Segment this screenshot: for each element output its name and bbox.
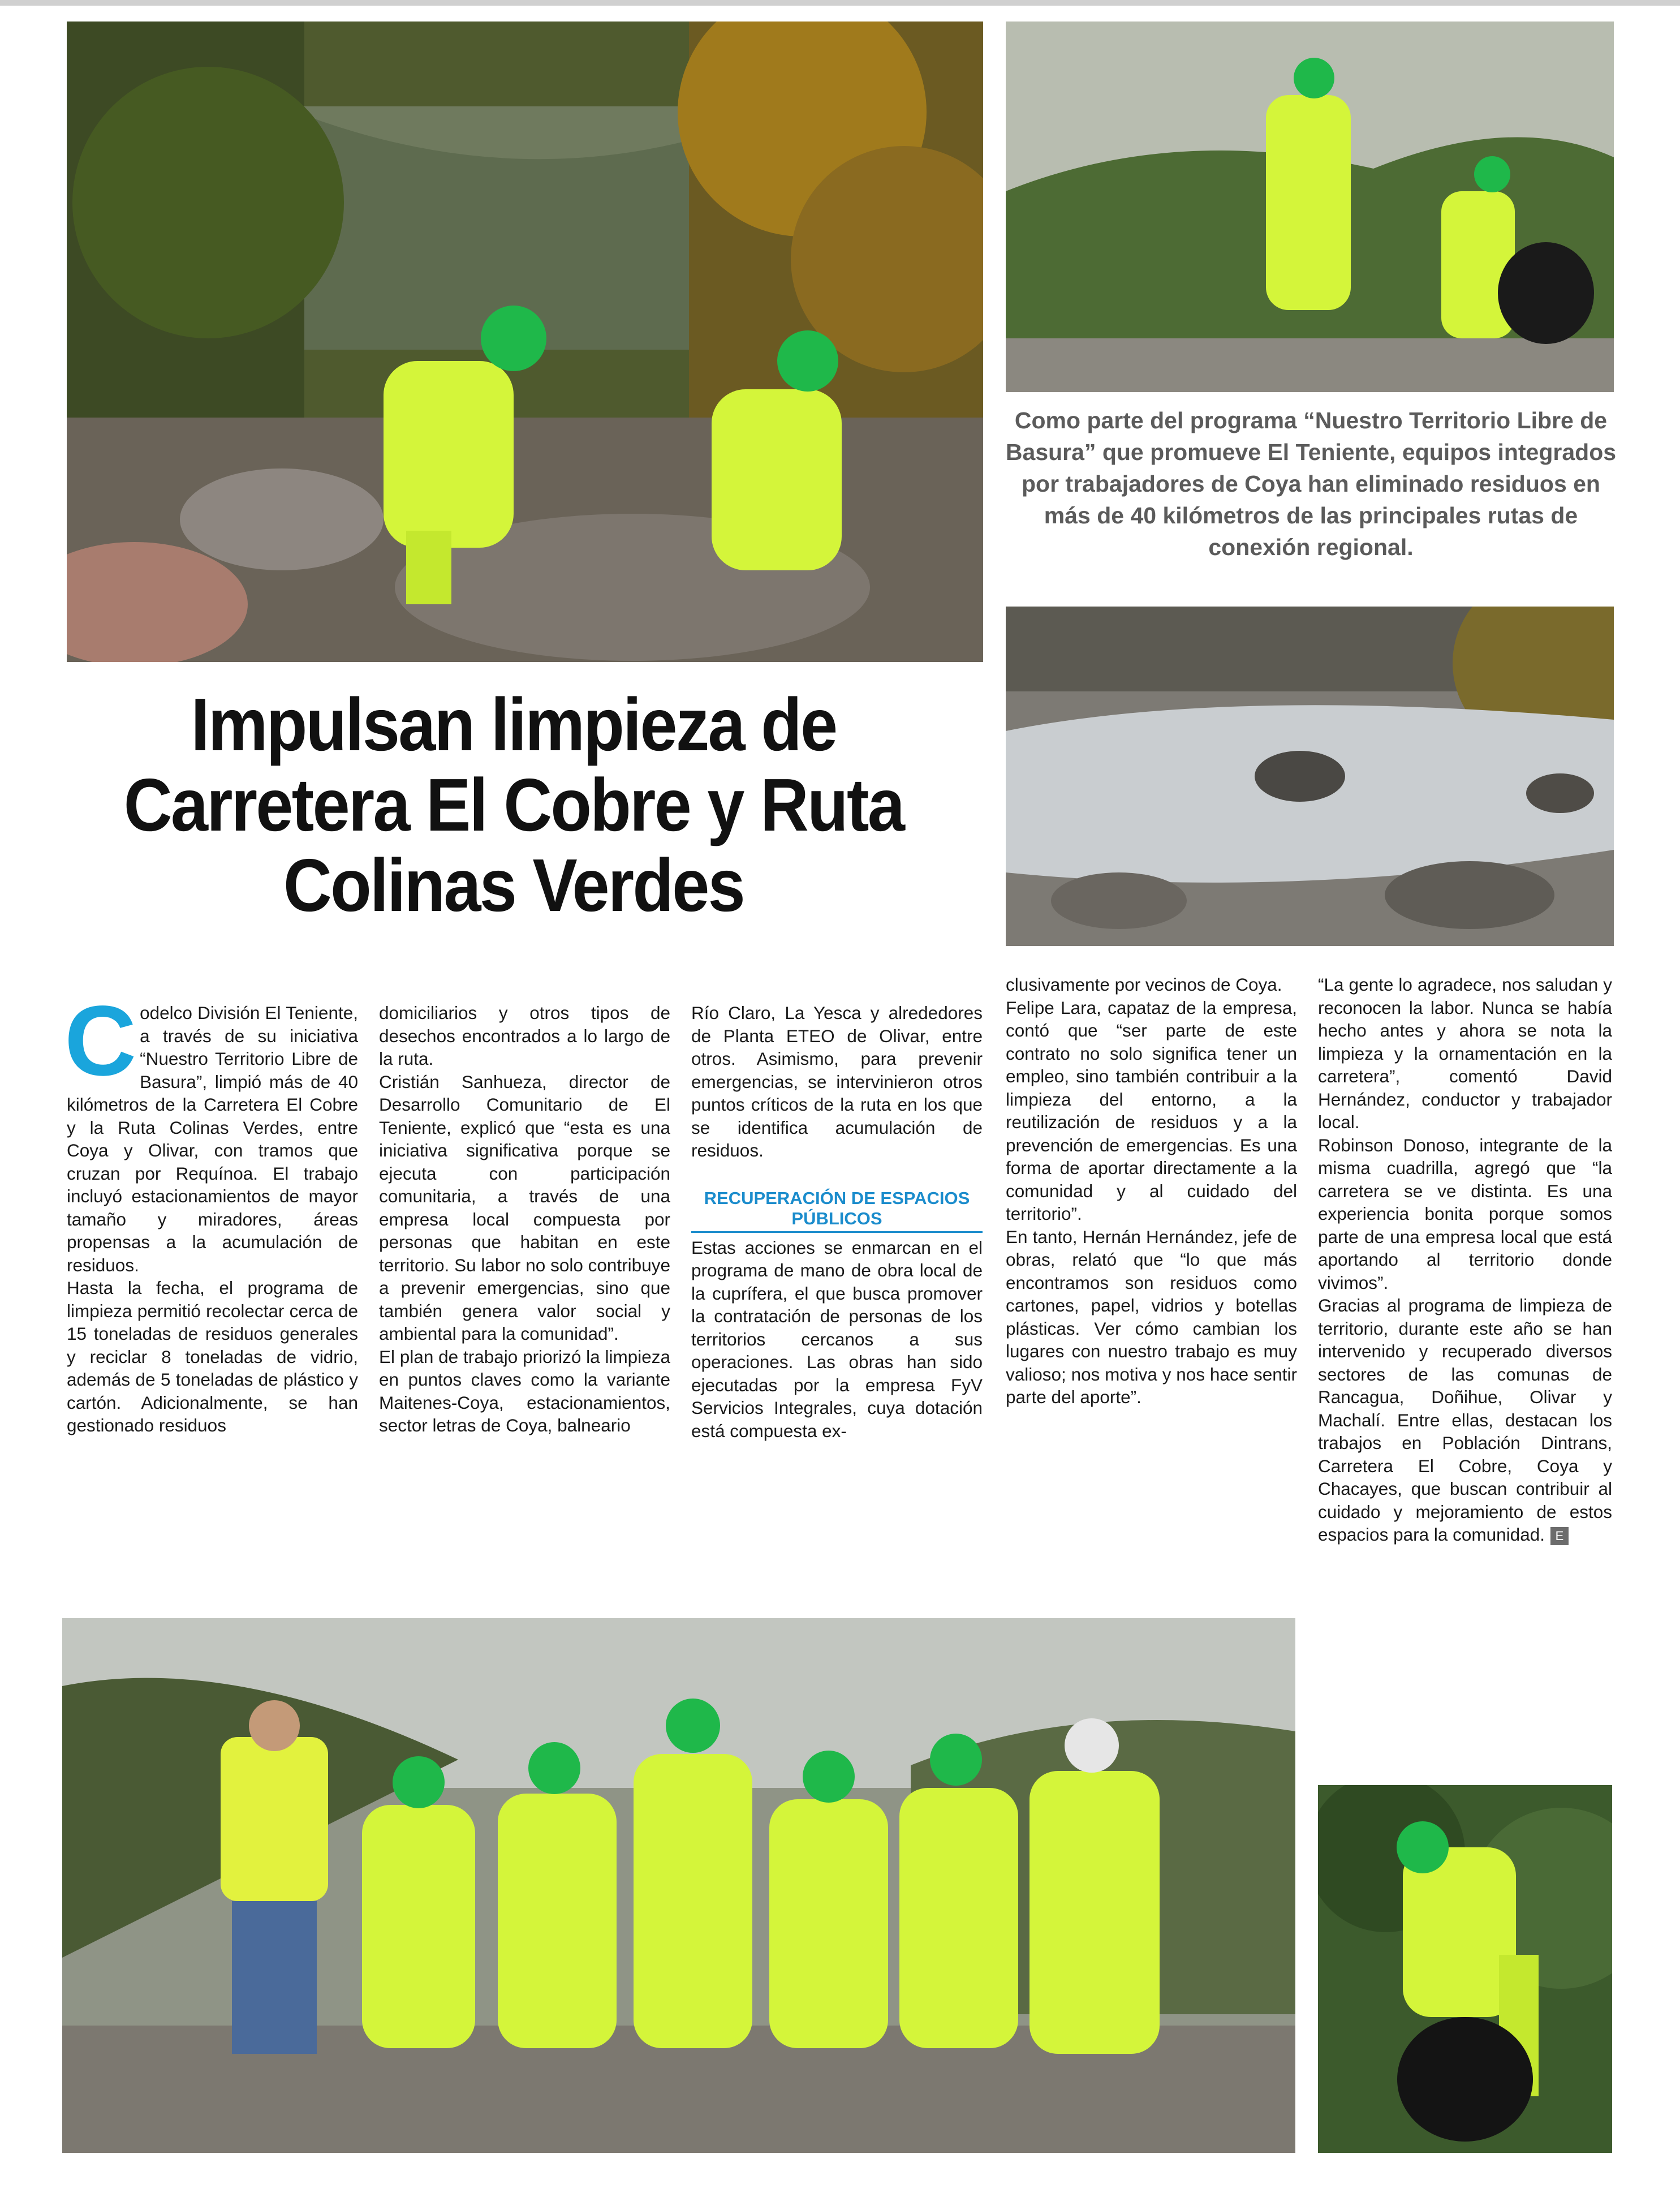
paragraph: “La gente lo agradece, nos saludan y reconocen la labor. Nunca se había hecho antes y ahora se nota la limpieza y la ornamentación en la carretera”, comentó David Hernández, conductor y trabajador local. bbox=[1318, 974, 1612, 1132]
text-column-4 bbox=[1006, 973, 1297, 1409]
paragraph: domiciliarios y otros tipos de desechos encontrados a lo largo de la ruta. bbox=[379, 1003, 670, 1069]
paragraph bbox=[1318, 1294, 1612, 1546]
paragraph: odelco División El Teniente, a través de su iniciativa “Nuestro Territorio Libre de Basura”, limpió más de 40 kilómetros de la Carretera El Cobre y la Ruta Colinas Verdes, entre Coya y Olivar, con tramos que cruzan por Requínoa. El trabajo incluyó estacionamientos de mayor tamaño y miradores, áreas propensas a la acumulación de residuos. bbox=[67, 1003, 358, 1275]
worker-figure bbox=[221, 1700, 328, 2054]
paragraph-text: Gracias al programa de limpieza de territorio, durante este año se han intervenido y recuperado diversos sectores de las comunas de Rancagua, Doñihue, Olivar y Machalí. Entre ellas, destacan los trabajos en Población Dintrans, Carretera El Cobre, Coya y Chacayes, que buscan contribuir al cuidado y mejoramiento de estos espacios para la comunidad. bbox=[1318, 1295, 1612, 1545]
drop-cap: C bbox=[64, 986, 137, 1097]
text-column-5 bbox=[1318, 973, 1612, 1546]
photo-river-rocks bbox=[1006, 607, 1614, 946]
text-column-2 bbox=[379, 1001, 670, 1437]
paragraph: Hasta la fecha, el programa de limpieza permitió recolectar cerca de 15 toneladas de residuos generales y reciclar 8 toneladas de vidrio, además de 5 toneladas de plástico y cartón. Adicionalmente, se han gestionado residuos bbox=[67, 1278, 358, 1435]
paragraph: Cristián Sanhueza, director de Desarrollo Comunitario de El Teniente, explicó que “esta es una iniciativa significativa porque se ejecuta con participación comunitaria, a través de una empresa local compuesta por personas que habitan en este territorio. Su labor no solo contribuye a prevenir emergencias, sino que también genera valor social y ambiental para la comunidad”. bbox=[379, 1071, 670, 1344]
photo-worker-bag bbox=[1318, 1785, 1612, 2153]
paragraph: El plan de trabajo priorizó la limpieza en puntos claves como la variante Maitenes-Coya, estacionamientos, sector letras de Coya, balneario bbox=[379, 1346, 670, 1435]
paragraph: En tanto, Hernán Hernández, jefe de obras, relató que “lo que más encontramos son residuos como cartones, papel, vidrios y botellas plásticas. Ver cómo cambian los lugares con nuestro trabajo es muy valioso; nos motiva y nos hace sentir parte del aporte”. bbox=[1006, 1226, 1297, 1407]
photo-river-workers bbox=[67, 22, 983, 662]
paragraph: clusivamente por vecinos de Coya. bbox=[1006, 974, 1282, 995]
photo-workers-roadside bbox=[1006, 22, 1614, 392]
photo-caption: Como parte del programa “Nuestro Territorio Libre de Basura” que promueve El Teniente, equipos integrados por trabajadores de Coya han eliminado residuos en más de 40 kilómetros de las principales rutas de conexión regional. bbox=[1005, 407, 1617, 560]
paragraph: Robinson Donoso, integrante de la misma cuadrilla, agregó que “la carretera se ve distinta. Es una experiencia bonita porque somos parte de una empresa local que está aportando al territorio donde vivimos”. bbox=[1318, 1134, 1612, 1293]
end-of-article-icon: E bbox=[1550, 1527, 1569, 1545]
paragraph: Felipe Lara, capataz de la empresa, contó que “ser parte de este contrato no solo significa tener un empleo, sino también contribuir a la limpieza del entorno, a la reutilización de residuos y a la prevención de emergencias. Es una forma de aportar directamente a la comunidad y al cuidado del territorio”. bbox=[1006, 997, 1297, 1224]
text-column-3 bbox=[691, 1001, 983, 1442]
paragraph: Estas acciones se enmarcan en el programa de mano de obra local de la cuprífera, el que busca promover la contratación de personas de los territorios cercanos a sus operaciones. Las obras han sido ejecutadas por la empresa FyV Servicios Integrales, cuya dotación está compuesta ex- bbox=[691, 1237, 983, 1441]
section-subhead: RECUPERACIÓN DE ESPACIOS PÚBLICOS bbox=[691, 1188, 983, 1233]
headline: Impulsan limpieza de Carretera El Cobre y Ruta Colinas Verdes bbox=[123, 683, 904, 927]
text-column-1 bbox=[64, 986, 358, 1437]
photo-group-workers bbox=[62, 1618, 1295, 2153]
top-strip bbox=[0, 0, 1680, 6]
paragraph: Río Claro, La Yesca y alrededores de Planta ETEO de Olivar, entre otros. Asimismo, para prevenir emergencias, se intervinieron otros puntos críticos de la ruta en los que se identifica acumulación de residuos. bbox=[691, 1003, 983, 1160]
